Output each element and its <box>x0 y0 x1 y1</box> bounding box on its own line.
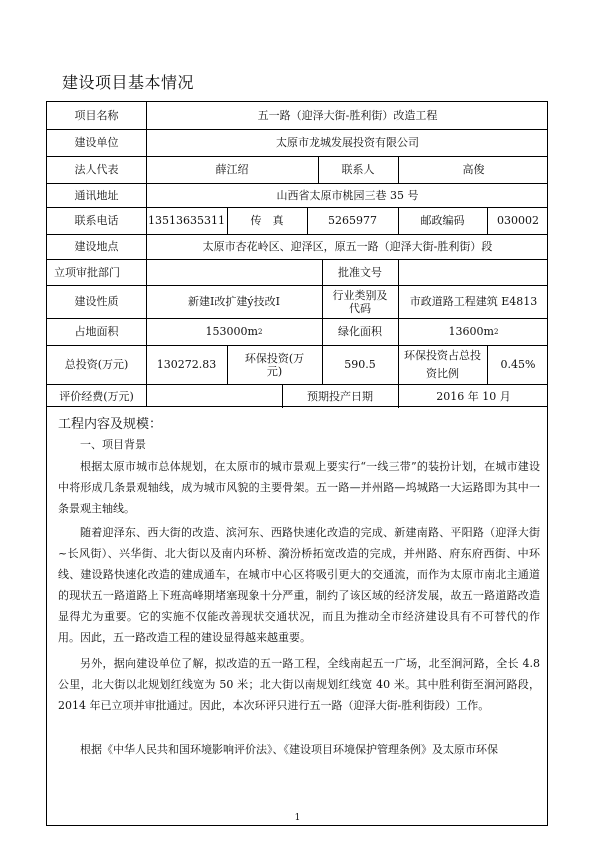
nature-label: 建设性质 <box>74 295 119 308</box>
approval-dept-value <box>146 259 322 285</box>
address-value: 山西省太原市桃园三巷 35 号 <box>276 188 419 202</box>
address-label: 通讯地址 <box>74 188 119 202</box>
fax-value: 5265977 <box>328 214 377 227</box>
builder-label: 建设单位 <box>74 136 119 149</box>
postcode-value: 030002 <box>497 214 539 227</box>
project-name-value: 五一路（迎泽大街-胜利街）改造工程 <box>257 109 438 122</box>
project-name-label: 项目名称 <box>74 109 119 122</box>
env-invest-value: 590.5 <box>344 358 376 371</box>
paragraph-3: 另外，据向建设单位了解，拟改造的五一路工程，全线南起五一广场，北至涧河路，全长 4.8 公里，北大街以北规划红线宽为 50 米；北大街以南规划红线宽 40 米。其中胜利街至涧河路段，2014 年已立项并审批通过。因此，本次环评只进行五一路（迎泽大街-胜利街段）工作。 <box>58 657 540 712</box>
approval-dept-label: 立项审批部门 <box>54 265 120 279</box>
approval-no-value <box>398 259 549 285</box>
page-number: 1 <box>294 813 301 823</box>
invest-label: 总投资(万元) <box>64 358 129 371</box>
phone-value: 13513635311 <box>148 214 225 227</box>
paragraph-1: 根据太原市城市总体规划，在太原市的城市景观上要实行“一线三带”的装扮计划，在城市建设中将形成几条景观轴线，成为城市风貌的主要骨架。五一路—并州路—坞城路一大运路即为其中一条景观主轴线。 <box>58 460 540 515</box>
contact-label: 联系人 <box>341 163 375 176</box>
invest-value: 130272.83 <box>156 358 217 371</box>
eval-fee-value <box>146 384 282 408</box>
phone-label: 联系电话 <box>74 214 119 227</box>
eval-fee-label: 评价经费(万元) <box>59 389 134 403</box>
area-value: 153000m 2 <box>205 325 263 338</box>
industry-label: 行业类别及代码 <box>332 288 388 315</box>
env-ratio-label: 环保投资占总投资比例 <box>404 348 481 380</box>
subsection-heading: 一、项目背景 <box>80 438 146 451</box>
site-value: 太原市杏花岭区、迎泽区，原五一路（迎泽大街-胜利街）段 <box>202 240 493 253</box>
env-invest-label: 环保投资(万元) <box>244 351 305 378</box>
contact-value: 高俊 <box>462 163 485 176</box>
fax-label: 传 真 <box>250 214 284 227</box>
postcode-label: 邮政编码 <box>420 214 465 227</box>
industry-value: 市政道路工程建筑 E4813 <box>409 295 538 308</box>
area-label: 占地面积 <box>74 325 119 338</box>
env-ratio-value: 0.45% <box>500 358 536 371</box>
section-title: 工程内容及规模： <box>58 417 163 432</box>
legal-rep-label: 法人代表 <box>74 163 119 176</box>
paragraph-2: 随着迎泽东、西大街的改造、滨河东、西路快速化改造的完成、新建南路、平阳路（迎泽大街~长风街）、兴华街、北大街以及南内环桥、漪汾桥拓宽改造的完成，并州路、府东府西街、中环线、建设路快速化改造的建成通车，在城市中心区将吸引更大的交通流，而作为太原市南北主通道的现状五一路道路上下班高峰期堵塞现象十分严重，制约了该区域的经济发展，故五一路道路改造显得尤为重要。它的实施不仅能改善现状交通状况，而且为推动全市经济建设具有不可替代的作用。因此，五一路改造工程的建设显得越来越重要。 <box>58 526 540 644</box>
legal-rep-value: 薛江绍 <box>215 163 249 176</box>
approval-no-label: 批准文号 <box>338 265 382 279</box>
production-date-label: 预期投产日期 <box>307 389 373 403</box>
green-label: 绿化面积 <box>338 325 382 338</box>
basic-info-table <box>46 101 548 407</box>
nature-value: 新建Ⅰ改扩建ý技改Ⅰ <box>188 295 280 308</box>
production-date-value: 2016 年 10 月 <box>436 389 511 403</box>
page-title: 建设项目基本情况 <box>62 73 195 92</box>
site-label: 建设地点 <box>74 240 119 253</box>
builder-value: 太原市龙城发展投资有限公司 <box>276 136 419 149</box>
green-value: 13600m 2 <box>448 325 499 338</box>
paragraph-4: 根据《中华人民共和国环境影响评价法》、《建设项目环境保护管理条例》及太原市环保 <box>80 743 498 756</box>
